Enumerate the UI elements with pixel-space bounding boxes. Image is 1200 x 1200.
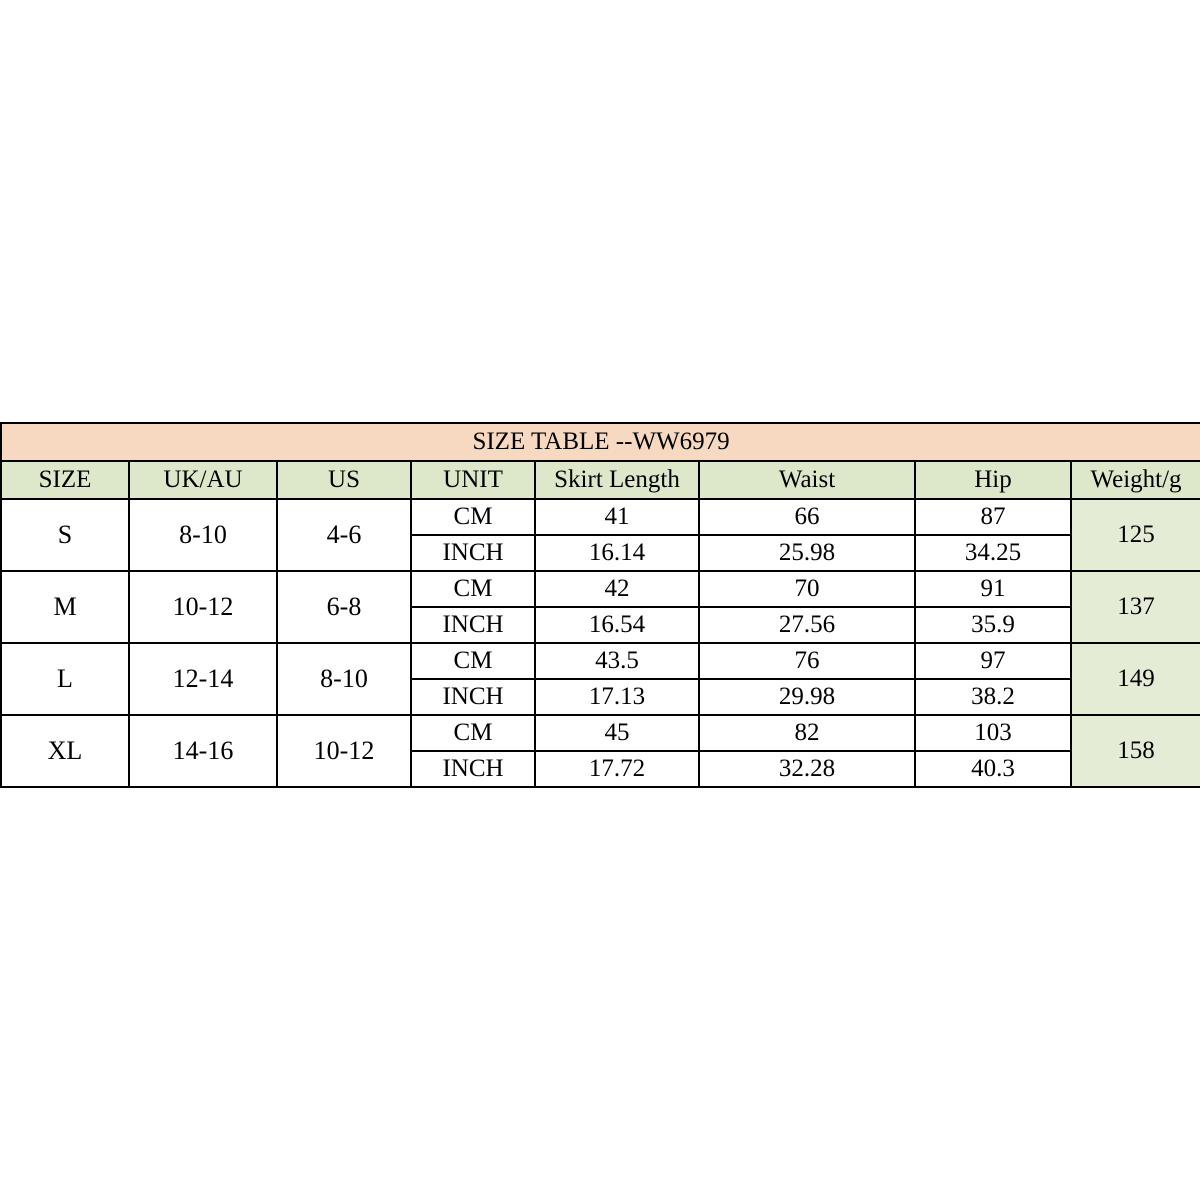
cell-unit: CM [411, 571, 535, 607]
cell-hip: 34.25 [915, 535, 1071, 571]
cell-hip: 38.2 [915, 679, 1071, 715]
cell-weight: 125 [1071, 499, 1200, 571]
cell-waist: 76 [699, 643, 915, 679]
table-row [1, 499, 1200, 535]
size-table-container [0, 422, 1200, 788]
cell-size: M [1, 571, 129, 643]
cell-skirt-length: 42 [535, 571, 699, 607]
table-row [1, 571, 1200, 607]
cell-weight: 137 [1071, 571, 1200, 643]
cell-waist: 82 [699, 715, 915, 751]
table-title-row [1, 423, 1200, 461]
column-header-us: US [277, 461, 411, 499]
column-header-waist: Waist [699, 461, 915, 499]
cell-uk-au: 8-10 [129, 499, 277, 571]
column-header-hip: Hip [915, 461, 1071, 499]
cell-unit: INCH [411, 679, 535, 715]
cell-skirt-length: 17.13 [535, 679, 699, 715]
cell-size: L [1, 643, 129, 715]
table-title: SIZE TABLE --WW6979 [1, 423, 1200, 461]
cell-us: 4-6 [277, 499, 411, 571]
column-header-weight: Weight/g [1071, 461, 1200, 499]
cell-size: S [1, 499, 129, 571]
cell-unit: INCH [411, 607, 535, 643]
cell-weight: 158 [1071, 715, 1200, 787]
cell-skirt-length: 16.14 [535, 535, 699, 571]
cell-uk-au: 14-16 [129, 715, 277, 787]
cell-unit: CM [411, 715, 535, 751]
column-header-unit: UNIT [411, 461, 535, 499]
cell-waist: 32.28 [699, 751, 915, 787]
cell-uk-au: 12-14 [129, 643, 277, 715]
cell-waist: 25.98 [699, 535, 915, 571]
cell-skirt-length: 43.5 [535, 643, 699, 679]
cell-unit: CM [411, 499, 535, 535]
cell-us: 6-8 [277, 571, 411, 643]
cell-weight: 149 [1071, 643, 1200, 715]
cell-uk-au: 10-12 [129, 571, 277, 643]
cell-hip: 35.9 [915, 607, 1071, 643]
cell-us: 8-10 [277, 643, 411, 715]
cell-waist: 27.56 [699, 607, 915, 643]
cell-waist: 66 [699, 499, 915, 535]
cell-waist: 70 [699, 571, 915, 607]
table-row [1, 643, 1200, 679]
cell-unit: INCH [411, 535, 535, 571]
cell-size: XL [1, 715, 129, 787]
cell-skirt-length: 41 [535, 499, 699, 535]
column-header-uk-au: UK/AU [129, 461, 277, 499]
cell-hip: 40.3 [915, 751, 1071, 787]
size-chart-table [0, 422, 1200, 788]
cell-hip: 103 [915, 715, 1071, 751]
cell-unit: CM [411, 643, 535, 679]
cell-hip: 97 [915, 643, 1071, 679]
table-header-row [1, 461, 1200, 499]
cell-waist: 29.98 [699, 679, 915, 715]
cell-skirt-length: 16.54 [535, 607, 699, 643]
table-row [1, 715, 1200, 751]
cell-hip: 87 [915, 499, 1071, 535]
column-header-skirt-length: Skirt Length [535, 461, 699, 499]
cell-hip: 91 [915, 571, 1071, 607]
cell-us: 10-12 [277, 715, 411, 787]
cell-unit: INCH [411, 751, 535, 787]
column-header-size: SIZE [1, 461, 129, 499]
cell-skirt-length: 17.72 [535, 751, 699, 787]
cell-skirt-length: 45 [535, 715, 699, 751]
